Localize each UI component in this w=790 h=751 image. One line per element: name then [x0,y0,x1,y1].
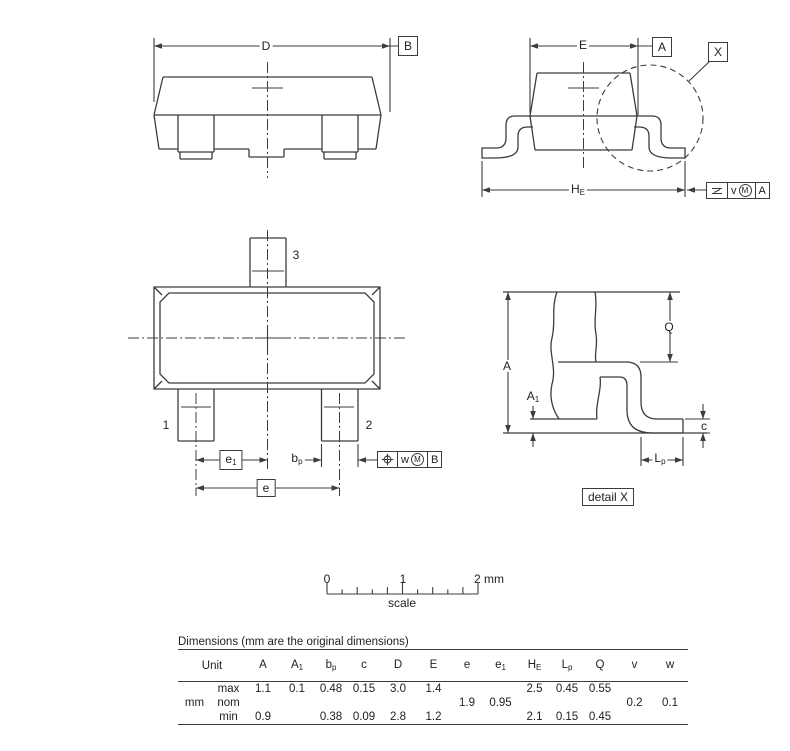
value-cell [380,696,416,710]
dim-label-c: c [701,419,707,433]
scale-tick-2-label: 2 mm [474,572,504,586]
col-header: c [348,650,380,682]
value-cell [314,696,348,710]
dim-label-A1: A1 [526,389,540,404]
value-cell [246,696,280,710]
dim-label-A: A [502,359,512,373]
datum-ref-cell: B [427,452,441,467]
position-tolerance-frame [377,451,442,468]
value-cell [617,710,652,725]
value-cell: 1.2 [416,710,451,725]
unit-cell [178,710,211,725]
dim-label-bp: bp [291,451,303,466]
col-header: E [416,650,451,682]
value-cell: 0.45 [583,710,617,725]
datum-a-label: A [657,40,666,54]
scale-caption: scale [387,596,417,610]
dim-label-HE: HE [570,182,586,197]
table-header-row [178,650,688,682]
col-header: D [380,650,416,682]
value-cell [617,682,652,697]
datum-a-flag [652,37,672,57]
tolerance-value-cell: w M [397,452,427,467]
coplanarity-icon [707,183,727,198]
datum-ref-cell: A [755,183,769,198]
datum-b-label: B [403,39,412,53]
value-cell: 0.55 [588,683,612,695]
col-header: Lp [551,650,583,682]
value-cell: 2.1 [518,710,551,725]
detail-x-ref-label: X [713,45,722,59]
value-cell [551,696,583,710]
value-cell: 0.15 [551,710,583,725]
dimensions-table [178,649,688,725]
datum-b-flag [398,36,418,56]
col-header: A [246,650,280,682]
col-header: w [652,650,688,682]
pin-1-label: 1 [162,418,170,432]
col-header: e [451,650,483,682]
value-cell: 0.15 [352,683,376,695]
value-cell [652,682,688,697]
value-cell [280,710,314,725]
coplanarity-tolerance-frame [706,182,770,199]
material-modifier-icon: M [739,184,752,197]
value-cell: 1.1 [255,683,272,695]
row-label: nom [217,697,240,709]
detail-x-flag [708,42,728,62]
col-header: bp [314,650,348,682]
dim-label-Q: Q [664,320,674,334]
value-cell: 0.45 [555,683,579,695]
row-label: max [217,683,240,695]
value-cell: 0.48 [319,683,343,695]
value-cell [652,710,688,725]
unit-cell [178,682,211,697]
value-cell: 2.5 [526,683,543,695]
pin-3-label: 3 [292,248,300,262]
end-view [482,38,710,197]
dim-label-e1: e1 [219,450,242,470]
value-cell [280,696,314,710]
scale-tick-1-label: 1 [399,572,407,586]
value-cell: 3.0 [390,683,407,695]
table-row-max [178,682,688,697]
col-header: HE [518,650,551,682]
value-cell: 0.2 [626,697,643,709]
col-header: Q [583,650,617,682]
value-cell [416,696,451,710]
top-view [128,230,406,496]
value-cell [348,696,380,710]
value-cell: 0.38 [314,710,348,725]
dim-label-D: D [261,39,271,53]
value-cell [451,682,483,697]
value-cell: 0.1 [662,697,679,709]
dim-label-E: E [578,38,588,52]
true-position-icon [378,452,397,467]
table-row-nom [178,696,688,710]
col-header-unit: Unit [178,650,246,682]
material-modifier-icon: M [411,453,424,466]
value-cell: 2.8 [380,710,416,725]
value-cell: 1.4 [425,683,442,695]
col-header: v [617,650,652,682]
value-cell [518,696,551,710]
value-cell [483,682,518,697]
pin-2-label: 2 [365,418,373,432]
dim-label-Lp: Lp [654,451,666,466]
side-view [154,38,399,178]
value-cell [583,696,617,710]
unit-cell: mm [184,697,205,709]
value-cell: 0.1 [289,683,306,695]
detail-x-view [503,292,710,466]
scale-tick-0-label: 0 [323,572,331,586]
value-cell [483,710,518,725]
col-header: A1 [280,650,314,682]
value-cell: 0.95 [489,697,512,709]
tolerance-value-cell: v M [727,183,755,198]
dim-label-e: e [257,479,276,497]
value-cell: 0.9 [246,710,280,725]
value-cell [451,710,483,725]
table-caption: Dimensions (mm are the original dimensions) [178,636,409,648]
table-row-min [178,710,688,725]
col-header: e1 [483,650,518,682]
value-cell: 0.09 [348,710,380,725]
row-label: min [211,710,246,725]
detail-x-caption: detail X [582,488,634,506]
value-cell: 1.9 [459,697,476,709]
